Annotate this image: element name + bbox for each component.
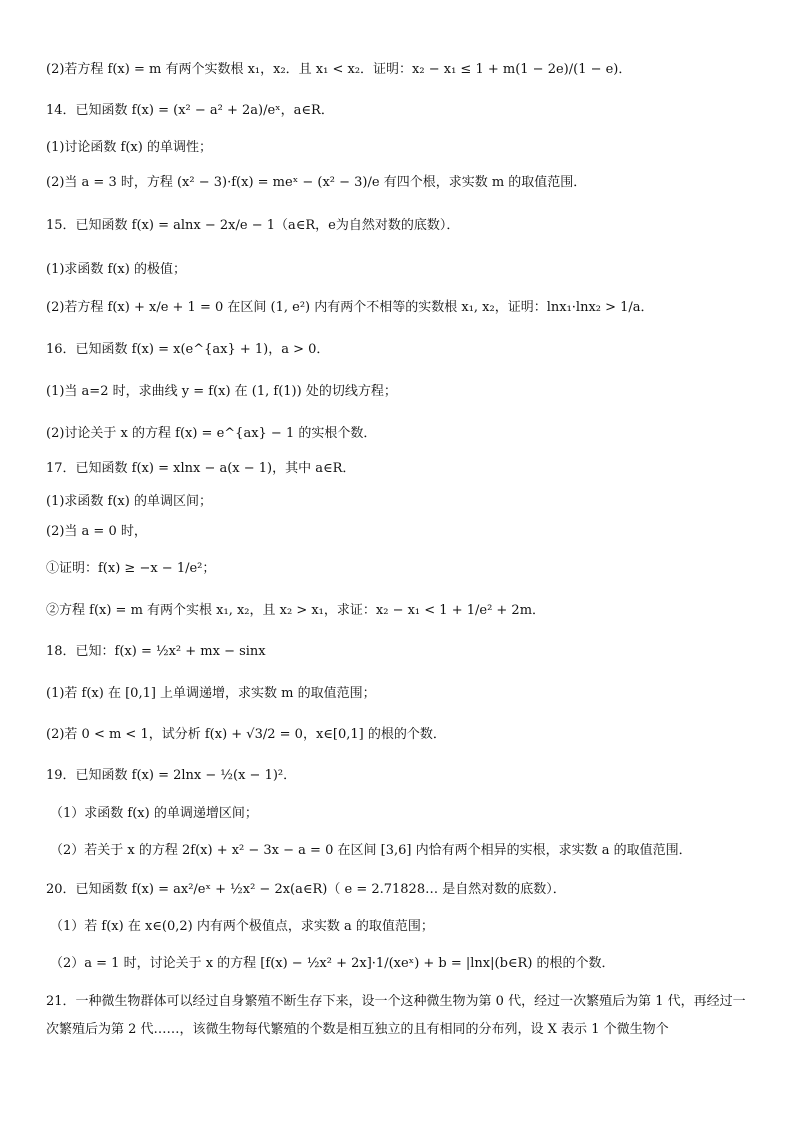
text-line: （2）若关于 x 的方程 2f(x) + x² − 3x − a = 0 在区间 [3,6] 内恰有两个相异的实根，求实数 a 的取值范围．: [50, 843, 692, 858]
problem-18-stem: 18．已知：f(x) = ½x² + mx − sinx: [46, 644, 266, 659]
text-line: ①证明：f(x) ≥ −x − 1/e²；: [46, 561, 216, 576]
text-line: ②方程 f(x) = m 有两个实根 x₁, x₂，且 x₂ > x₁，求证：x₂ − x₁ < 1 + 1/e² + 2m．: [46, 603, 546, 618]
problem-17-stem: 17．已知函数 f(x) = xlnx − a(x − 1)，其中 a∈R．: [46, 461, 356, 476]
text-line: (2)当 a = 0 时，: [46, 524, 147, 539]
text-line: (1)求函数 f(x) 的极值；: [46, 262, 186, 277]
problem-21-stem: 21．一种微生物群体可以经过自身繁殖不断生存下来，设一个这种微生物为第 0 代，经过一次繁殖后为第 1 代，再经过一次繁殖后为第 2 代……，该微生物每代繁殖的个数是相互独立的且有相同的分布列，设 X 表示 1 个微生物个: [46, 994, 746, 1037]
problem-19-stem: 19．已知函数 f(x) = 2lnx − ½(x − 1)²．: [46, 768, 297, 783]
text-line: (2)若方程 f(x) + x/e + 1 = 0 在区间 (1, e²) 内有两个不相等的实数根 x₁, x₂，证明：lnx₁·lnx₂ > 1/a．: [46, 300, 654, 315]
text-line: (2)当 a = 3 时，方程 (x² − 3)·f(x) = meˣ − (x² − 3)/e 有四个根，求实数 m 的取值范围．: [46, 175, 587, 190]
problem-14-stem: 14．已知函数 f(x) = (x² − a² + 2a)/eˣ，a∈R．: [46, 103, 334, 118]
text-line: (1)当 a=2 时，求曲线 y = f(x) 在 (1, f(1)) 处的切线方程；: [46, 384, 397, 399]
text-line: (2)若方程 f(x) = m 有两个实数根 x₁，x₂．且 x₁ < x₂．证明：x₂ − x₁ ≤ 1 + m(1 − 2e)/(1 − e)．: [46, 62, 632, 77]
text-line: (2)讨论关于 x 的方程 f(x) = e^{ax} − 1 的实根个数．: [46, 426, 377, 441]
text-line: (1)若 f(x) 在 [0,1] 上单调递增，求实数 m 的取值范围；: [46, 686, 376, 701]
text-line: （1）若 f(x) 在 x∈(0,2) 内有两个极值点，求实数 a 的取值范围；: [50, 919, 434, 934]
problem-15-stem: 15．已知函数 f(x) = alnx − 2x/e − 1（a∈R，e为自然对数的底数）．: [46, 218, 460, 233]
text-line: (1)讨论函数 f(x) 的单调性；: [46, 140, 212, 155]
text-line: （2）a = 1 时，讨论关于 x 的方程 [f(x) − ½x² + 2x]·1/(xeˣ) + b = |lnx|(b∈R) 的根的个数．: [50, 956, 615, 971]
problem-20-stem: 20．已知函数 f(x) = ax²/eˣ + ½x² − 2x(a∈R)（ e = 2.71828… 是自然对数的底数）．: [46, 882, 566, 897]
problem-16-stem: 16．已知函数 f(x) = x(e^{ax} + 1)，a > 0．: [46, 342, 330, 357]
text-line: (2)若 0 < m < 1，试分析 f(x) + √3/2 = 0，x∈[0,1] 的根的个数．: [46, 727, 446, 742]
text-line: （1）求函数 f(x) 的单调递增区间；: [50, 806, 258, 821]
text-line: (1)求函数 f(x) 的单调区间；: [46, 494, 212, 509]
